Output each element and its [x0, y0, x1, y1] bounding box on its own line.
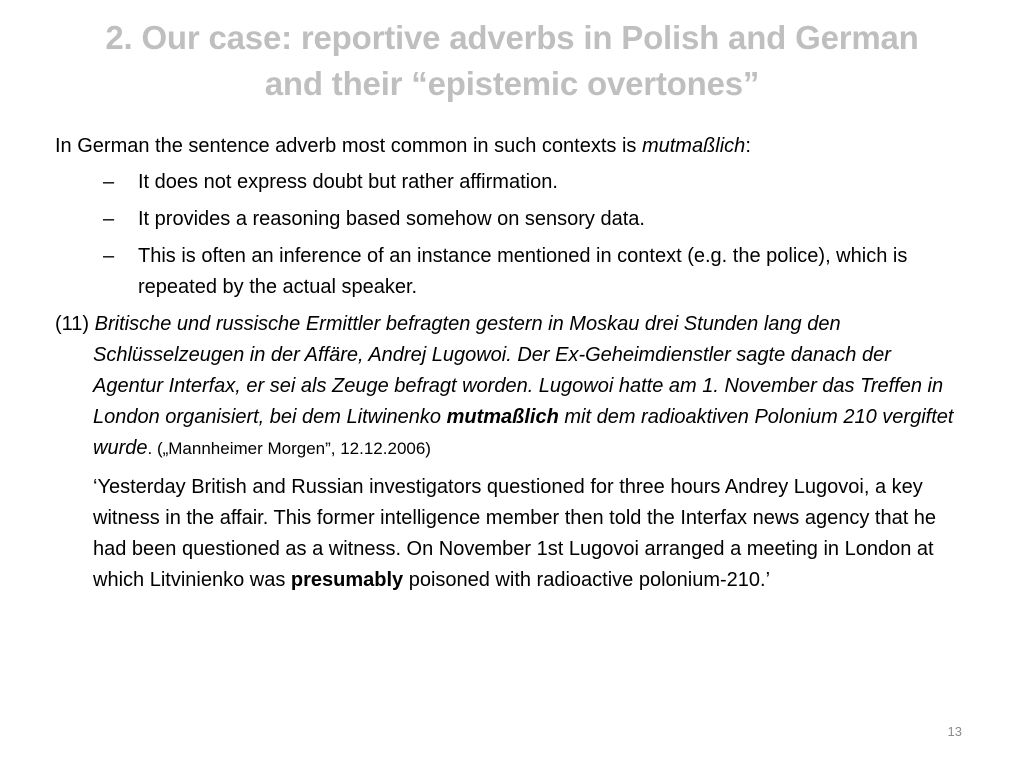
- example-number: (11): [55, 313, 95, 335]
- bullet-item: [55, 241, 948, 303]
- bullet-item: [55, 204, 948, 235]
- page-number: 13: [947, 724, 962, 739]
- translation-text-after: poisoned with radioactive polonium-210.’: [403, 569, 771, 591]
- bullet-text: It provides a reasoning based somehow on sensory data.: [138, 208, 645, 230]
- slide-title-line-1: 2. Our case: reportive adverbs in Polish and German: [105, 19, 919, 56]
- slide-title-line-2: and their “epistemic overtones”: [264, 65, 760, 102]
- bullet-item: [55, 167, 948, 198]
- example-highlight: mutmaßlich: [446, 406, 559, 428]
- example-source: („Mannheimer Morgen”, 12.12.2006): [156, 439, 431, 458]
- translation-highlight: presumably: [290, 569, 404, 591]
- translation-paragraph: [93, 472, 963, 596]
- bullet-text: This is often an inference of an instance mentioned in context (e.g. the police), which is repeated by the actual speaker.: [138, 245, 908, 298]
- slide-title: [40, 15, 984, 107]
- intro-term: mutmaßlich: [641, 135, 746, 157]
- bullet-text: It does not express doubt but rather affirmation.: [138, 171, 558, 193]
- intro-text: In German the sentence adverb most common in such contexts is: [55, 135, 642, 157]
- intro-colon: :: [745, 135, 751, 157]
- bullet-list: [55, 167, 975, 303]
- intro-paragraph: [55, 131, 975, 162]
- bullet-dash-icon: –: [103, 208, 115, 230]
- slide-body: [55, 131, 975, 596]
- example-text-before: Britische und russische Ermittler befragten gestern in Moskau drei Stunden lang den Schlüsselzeugen in der Affäre, Andrej Lugowoi. Der Ex-Geheimdienstler sagte danach der Agentur Interfax, er sei als Zeuge befragt worden. Lugowoi hatte am 1. November das Treffen in London organisiert, bei dem Litwinenko: [93, 313, 944, 428]
- translation-text-before: ‘Yesterday British and Russian investigators questioned for three hours Andrey Lugovoi, a key witness in the affair. This former intelligence member then told the Interfax news agency that he had been questioned as a witness. On November 1st Lugovoi arranged a meeting in London at which Litvinienko was: [93, 476, 937, 591]
- bullet-dash-icon: –: [103, 171, 115, 193]
- example-paragraph: [55, 309, 963, 464]
- example-period: .: [147, 439, 157, 458]
- example-text-after: mit dem radioaktiven Polonium 210 vergiftet wurde: [93, 406, 954, 459]
- bullet-dash-icon: –: [103, 245, 115, 267]
